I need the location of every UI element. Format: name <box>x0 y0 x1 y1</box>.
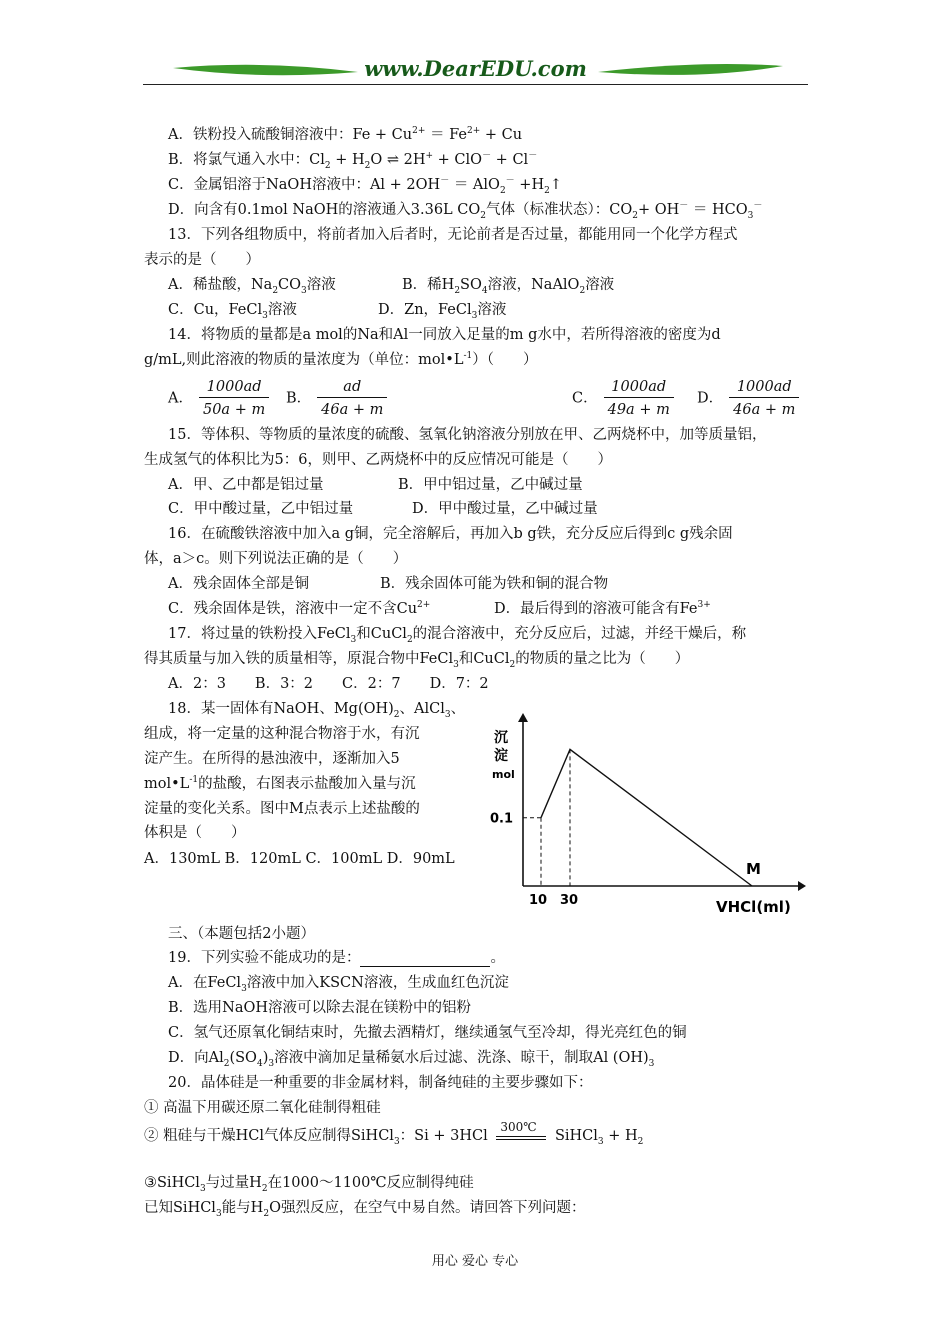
question-16: 16．在硫酸铁溶液中加入a g铜，完全溶解后，再加入b g铁，充分反应后得到c g残余固 <box>168 526 733 542</box>
page-footer: 用心 爱心 专心 <box>431 1254 519 1269</box>
x-tick-label: 10 <box>529 893 548 908</box>
q18-options: A．130mL B．120mL C．100mL D．90mL <box>144 851 455 867</box>
step-2: ② 粗硅与干燥HCl气体反应制得SiHCl$_3$：Si + 3HCl 300℃ SiHCl$_3$ + $H_2$ <box>144 1120 644 1147</box>
question-18-l4: $mol•L^{-1}$的盐酸，右图表示盐酸加入量与沉 <box>144 775 416 792</box>
site-logo[interactable]: www.DearEDU.com <box>364 56 587 81</box>
question-18-l5: 淀量的变化关系。图中M点表示上述盐酸的 <box>144 801 420 817</box>
q13-option-d: D．Zn，FeCl$_3$溶液 <box>378 302 507 321</box>
question-16-cont: 体，a＞c。则下列说法正确的是（ ） <box>144 551 408 567</box>
q15-option-d: D．甲中酸过量，乙中碱过量 <box>412 501 598 517</box>
y-axis-arrow-icon <box>518 713 528 722</box>
page-header <box>143 56 808 92</box>
q16-option-b: B．残余固体可能为铁和铜的混合物 <box>380 576 609 592</box>
step-3: ③SiHCl$_3$与过量$H_2$在1000～1100℃反应制得纯硅 <box>144 1175 474 1194</box>
q19-option-b: B．选用NaOH溶液可以除去混在镁粉中的铝粉 <box>168 1000 472 1016</box>
q15-option-a: A．甲、乙中都是铝过量 <box>168 477 324 493</box>
x-axis-label: VHCl(ml) <box>716 898 791 916</box>
q16-option-a: A．残余固体全部是铜 <box>168 576 309 592</box>
point-label-m: M <box>746 860 761 878</box>
question-19: 19．下列实验不能成功的是： 。 <box>168 950 505 966</box>
question-18-l2: 组成，将一定量的这种混合物溶于水，有沉 <box>144 726 420 742</box>
question-14-cont: g/mL,则此溶液的物质的量浓度为（单位：$mol•L^{-1}$）（ ） <box>144 351 538 368</box>
q15-option-c: C．甲中酸过量，乙中铝过量 <box>168 501 354 517</box>
q13-option-a: A．稀盐酸，$Na_2CO_3$溶液 <box>168 277 336 296</box>
question-15-cont: 生成氢气的体积比为5：6，则甲、乙两烧杯中的反应情况可能是（ ） <box>144 452 612 468</box>
question-13-cont: 表示的是（ ） <box>144 252 260 268</box>
question-13: 13．下列各组物质中，将前者加入后者时，无论前者是否过量，都能用同一个化学方程式 <box>168 227 738 243</box>
question-18-l6: 体积是（ ） <box>144 825 246 841</box>
q19-option-a: A．在FeCl$_3$溶液中加入KSCN溶液，生成血红色沉淀 <box>168 975 509 994</box>
y-axis-label: 沉淀 mol <box>492 730 515 781</box>
option-12a: A．铁粉投入硫酸铜溶液中：$Fe + Cu^{2+} = Fe^{2+} + Cu$ <box>168 126 523 143</box>
x-axis-arrow-icon <box>798 881 806 891</box>
question-18: 18．某一固体有NaOH、$Mg(OH)_2$、AlCl$_3$、 <box>168 701 466 720</box>
reaction-condition: 300℃ <box>496 1127 546 1145</box>
question-14: 14．将物质的量都是a mol的Na和Al一同放入足量的m g水中，若所得溶液的密度为d <box>168 327 721 343</box>
question-17-cont: 得其质量与加入铁的质量相等，原混合物中FeCl$_3$和CuCl$_2$的物质的量之比为（ ） <box>144 651 690 670</box>
known-conditions: 已知SiHCl$_3$能与$H_2O$强烈反应，在空气中易自然。请回答下列问题： <box>144 1200 586 1219</box>
y-tick-label: 0.1 <box>490 811 514 827</box>
header-rule <box>143 84 808 85</box>
question-15: 15．等体积、等物质的量浓度的硫酸、氢氧化钠溶液分别放在甲、乙两烧杯中，加等质量铝， <box>168 427 767 443</box>
q14-option-b: B． $\frac{ad}{46a + m}$ <box>286 377 393 420</box>
q17-options: A．2：3 B．3：2 C．2：7 D．7：2 <box>168 676 489 692</box>
q14-option-a: A． $\frac{1000ad}{50a + m}$ <box>168 377 275 420</box>
section-3-heading: 三、（本题包括2小题） <box>168 926 315 942</box>
q19-option-c: C．氢气还原氧化铜结束时，先撤去酒精灯，继续通氢气至冷却，得光亮红色的铜 <box>168 1025 687 1041</box>
q14-option-c: C． $\frac{1000ad}{49a + m}$ <box>572 377 680 420</box>
chart-axes <box>518 713 806 891</box>
q16-option-d: D．最后得到的溶液可能含有$Fe^{3+}$ <box>494 600 711 617</box>
option-12b: B．将氯气通入水中：$Cl_2 + H_2O$ ⇌ 2H+ + ClO－ + Cl－ <box>168 151 538 171</box>
precipitate-chart <box>488 710 808 920</box>
q14-option-d: D． $\frac{1000ad}{46a + m}$ <box>697 377 805 420</box>
question-18-l3: 淀产生。在所得的悬浊液中，逐渐加入5 <box>144 751 400 767</box>
option-12c: C．金属铝溶于NaOH溶液中：$Al + 2OH^- = AlO_2^- +H_2↑$ <box>168 176 562 196</box>
series-line <box>541 749 752 886</box>
q19-option-d: D．向$Al_2(SO_4)_3$溶液中滴加足量稀氨水后过滤、洗涤、晾干，制取Al $(OH)_3$ <box>168 1050 655 1069</box>
step-1: ① 高温下用碳还原二氧化硅制得粗硅 <box>144 1100 381 1116</box>
q13-option-c: C．Cu，FeCl$_3$溶液 <box>168 302 297 321</box>
question-17: 17．将过量的铁粉投入FeCl$_3$和CuCl$_2$的混合溶液中，充分反应后，过滤，并经干燥后，称 <box>168 626 747 645</box>
question-20: 20．晶体硅是一种重要的非金属材料，制备纯硅的主要步骤如下： <box>168 1075 593 1091</box>
q16-option-c: C．残余固体是铁，溶液中一定不含$Cu^{2+}$ <box>168 600 431 617</box>
option-12d: D．向含有0.1mol NaOH的溶液通入3.36L $CO_2$气体（标准状态）：$CO_2+ OH^- = HCO_3^-$ <box>168 201 763 221</box>
x-tick-label: 30 <box>560 893 579 908</box>
q13-option-b: B．稀$H_2SO_4$溶液，NaAlO$_2$溶液 <box>402 277 615 296</box>
answer-blank[interactable] <box>360 952 490 967</box>
q15-option-b: B．甲中铝过量，乙中碱过量 <box>398 477 583 493</box>
